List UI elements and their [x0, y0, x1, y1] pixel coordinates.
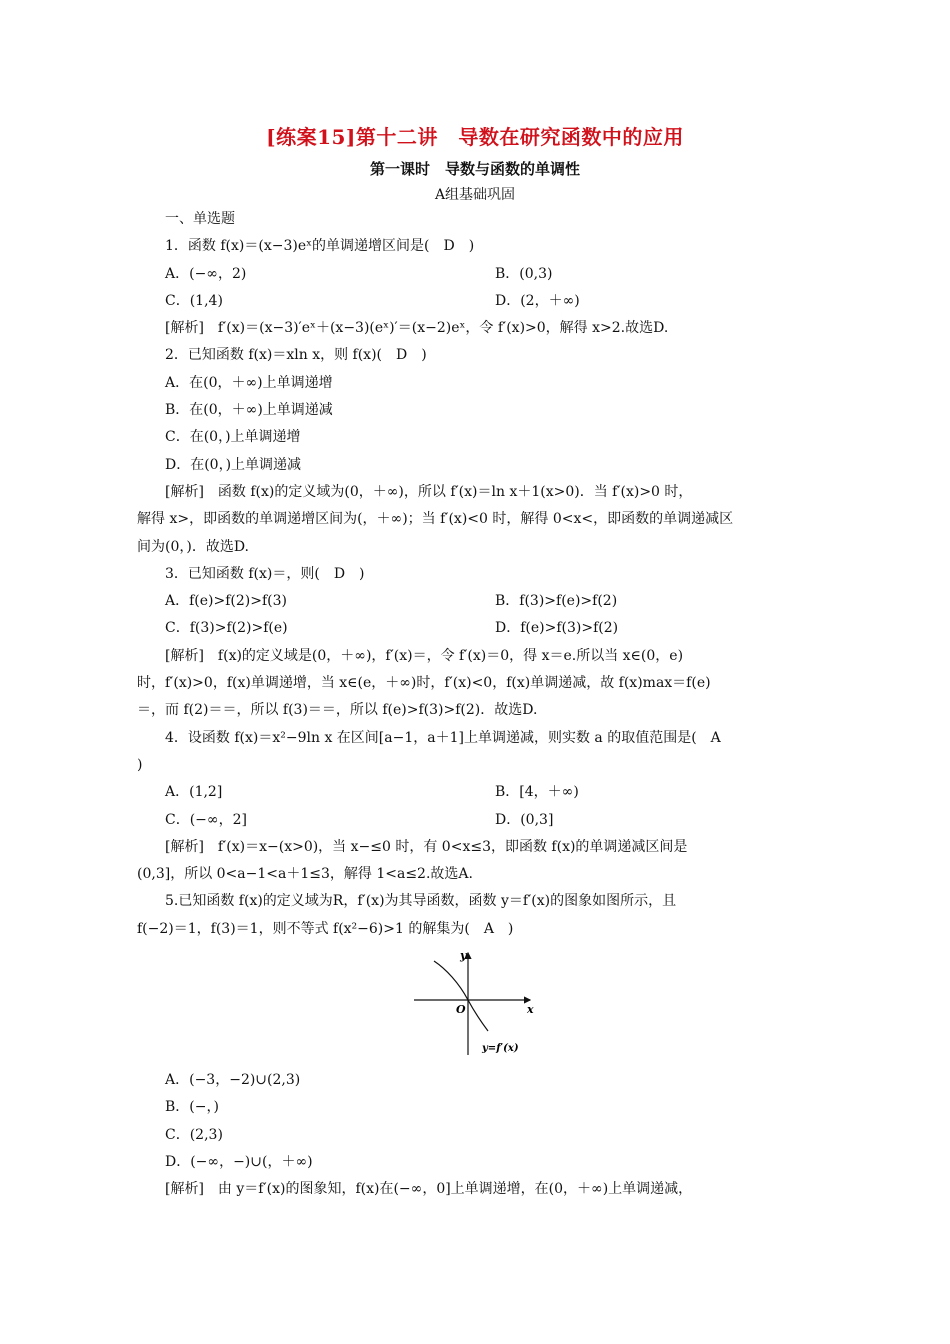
q2-option-b: B．在(0，＋∞)上单调递减 [165, 402, 333, 419]
group-label: A组基础巩固 [434, 187, 516, 203]
q1-options-row-2 [137, 288, 817, 315]
y-axis-label: y [460, 949, 467, 963]
q3-options-row-1 [137, 588, 817, 615]
q1-stem: 1．函数 f(x)＝(x−3)eˣ的单调递增区间是( D ) [165, 238, 475, 255]
q2-analysis-line-3: 间为(0，)．故选D. [137, 538, 250, 555]
q2-option-d: D．在(0，)上单调递减 [165, 456, 302, 473]
q5-stem-line-1: 5.已知函数 f(x)的定义域为R，f′(x)为其导函数，函数 y＝f′(x)的图象如图所示，且 [165, 893, 677, 910]
curve-label: y=f′(x) [482, 1043, 519, 1055]
derivative-graph-figure [137, 943, 817, 1067]
q3-option-d: D．f(e)>f(3)>f(2) [495, 620, 619, 637]
origin-label: O [456, 1003, 466, 1017]
derivative-curve [434, 961, 488, 1031]
q2-option-c: C．在(0，)上单调递增 [165, 429, 301, 446]
q4-analysis-line-2: (0,3]，所以 0<a−1<a＋1≤3，解得 1<a≤2.故选A. [137, 866, 473, 883]
page-subtitle: 第一课时 导数与函数的单调性 [369, 160, 580, 178]
q2-stem: 2．已知函数 f(x)＝xln x，则 f(x)( D ) [165, 347, 427, 364]
q3-analysis-line-3: ＝，而 f(2)＝＝，所以 f(3)＝＝，所以 f(e)>f(3)>f(2)．故选D. [137, 702, 538, 719]
q1-analysis: [解析] f′(x)＝(x−3)′eˣ＋(x−3)(eˣ)′＝(x−2)eˣ，令 f′(x)>0，解得 x>2.故选D. [165, 320, 669, 337]
q2-option-a: A．在(0，＋∞)上单调递增 [165, 374, 333, 391]
q3-stem: 3．已知函数 f(x)＝，则( D ) [165, 565, 365, 582]
q4-stem-line-1: 4．设函数 f(x)＝x²−9ln x 在区间[a−1，a＋1]上单调递减，则实数 a 的取值范围是( A [165, 729, 721, 746]
q5-stem-line-2: f(−2)＝1，f(3)＝1，则不等式 f(x²−6)>1 的解集为( A ) [137, 920, 514, 937]
q3-analysis-line-2: 时，f′(x)>0，f(x)单调递增，当 x∈(e，＋∞)时，f′(x)<0，f(x)单调递减，故 f(x)max＝f(e) [137, 675, 711, 692]
page-title: [练案15]第十二讲 导数在研究函数中的应用 [266, 125, 684, 149]
q4-option-a: A．(1,2] [165, 784, 223, 801]
q4-analysis-line-1: [解析] f′(x)＝x−(x>0)，当 x−≤0 时，有 0<x≤3，即函数 f(x)的单调递减区间是 [165, 838, 688, 855]
q3-option-c: C．f(3)>f(2)>f(e) [165, 620, 288, 637]
q1-option-b: B．(0,3) [495, 265, 553, 282]
q3-option-b: B．f(3)>f(e)>f(2) [495, 593, 618, 610]
q5-option-b: B．(−，) [165, 1099, 219, 1116]
q4-option-b: B．[4，＋∞) [495, 784, 579, 801]
q2-analysis-line-2: 解得 x>，即函数的单调递增区间为(，＋∞)；当 f′(x)<0 时，解得 0<x<，即函数的单调递减区 [137, 511, 734, 528]
q1-option-d: D．(2，＋∞) [495, 292, 580, 309]
x-axis-label: x [527, 1003, 534, 1017]
section-heading: 一、单选题 [165, 211, 235, 227]
q1-options-row-1 [137, 261, 817, 288]
q4-stem-line-2: ) [137, 756, 143, 773]
derivative-graph [412, 947, 542, 1059]
q5-option-d: D．(−∞，−)∪(，＋∞) [165, 1153, 313, 1170]
q4-option-d: D．(0,3] [495, 811, 554, 828]
q4-options-row-1 [137, 779, 817, 806]
q5-option-a: A．(−3，−2)∪(2,3) [165, 1072, 301, 1089]
q4-options-row-2 [137, 807, 817, 834]
q1-option-c: C．(1,4) [165, 292, 223, 309]
q5-analysis-line-1: [解析] 由 y＝f′(x)的图象知，f(x)在(−∞，0]上单调递增，在(0，＋∞)上单调递减， [165, 1181, 693, 1198]
q3-option-a: A．f(e)>f(2)>f(3) [165, 593, 287, 610]
q3-options-row-2 [137, 615, 817, 642]
q4-option-c: C．(−∞，2] [165, 811, 247, 828]
q2-analysis-line-1: [解析] 函数 f(x)的定义域为(0，＋∞)，所以 f′(x)＝ln x＋1(x>0)．当 f′(x)>0 时， [165, 483, 693, 500]
q3-analysis-line-1: [解析] f(x)的定义域是(0，＋∞)，f′(x)＝，令 f′(x)＝0，得 x＝e.所以当 x∈(0，e) [165, 647, 684, 664]
q1-option-a: A．(−∞，2) [165, 265, 247, 282]
q5-option-c: C．(2,3) [165, 1126, 223, 1143]
content [137, 206, 817, 1204]
